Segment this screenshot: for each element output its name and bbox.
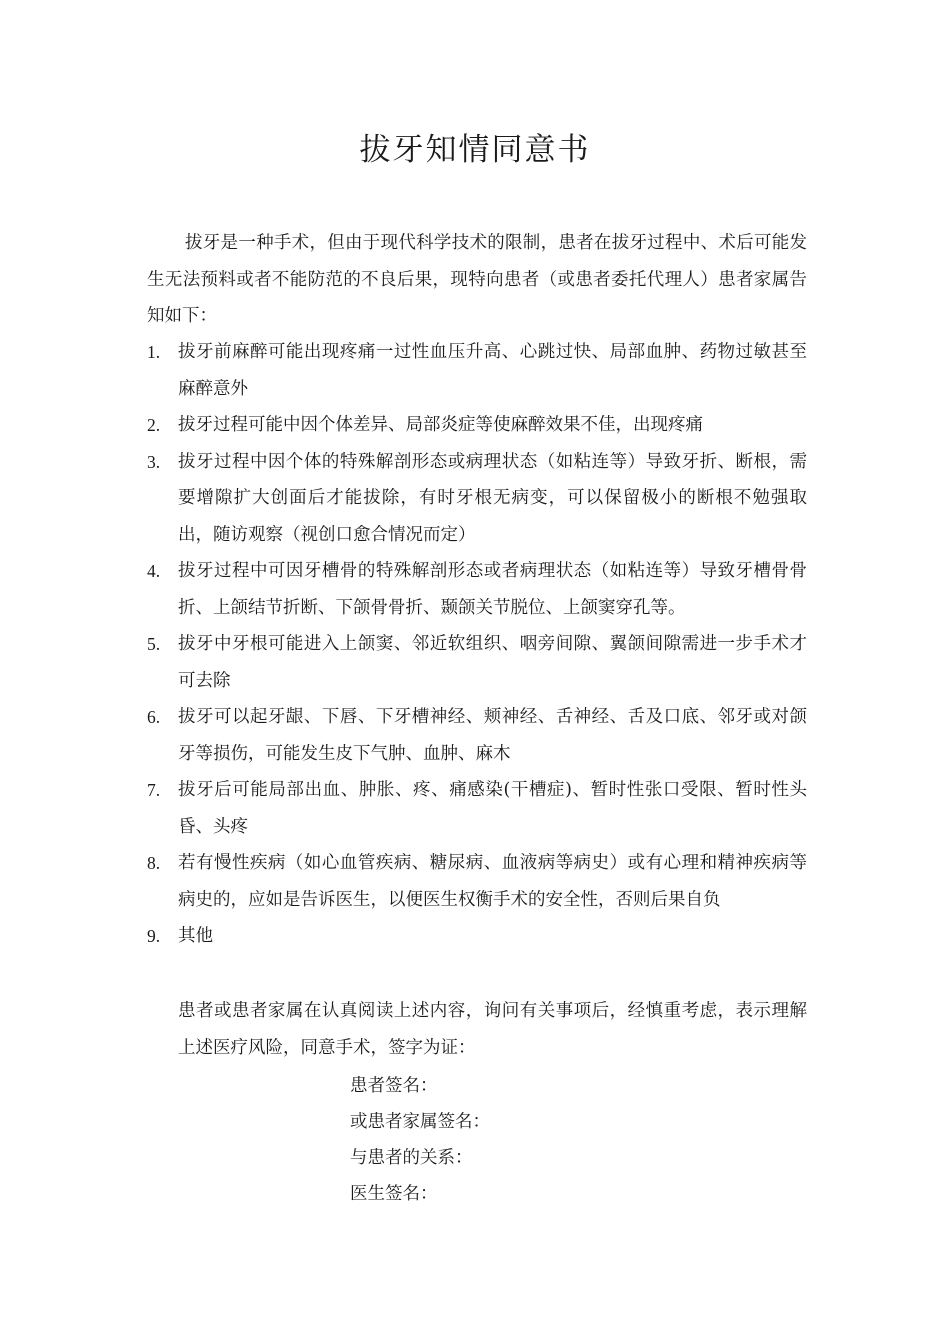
list-item-number: 2.: [147, 415, 161, 435]
list-item-text: 拔牙过程中可因牙槽骨的特殊解剖形态或者病理状态（如粘连等）导致牙槽骨骨折、上颌结节折断、下颌骨骨折、颞颌关节脱位、上颌窦穿孔等。: [178, 561, 807, 618]
list-item: [147, 845, 807, 918]
list-item-number: 4.: [147, 561, 161, 581]
list-item-number: 5.: [147, 634, 161, 654]
list-item: [147, 626, 807, 699]
list-item: [147, 334, 807, 407]
list-item: [147, 699, 807, 772]
list-item-text: 若有慢性疾病（如心血管疾病、糖尿病、血液病等病史）或有心理和精神疾病等病史的，应如是告诉医生，以便医生权衡手术的安全性，否则后果自负: [178, 853, 807, 910]
list-item-number: 3.: [147, 451, 161, 472]
list-item: [147, 444, 807, 554]
family-signature-label: 或患者家属签名：: [350, 1112, 490, 1132]
list-item-number: 6.: [147, 707, 161, 727]
risk-list: [147, 334, 807, 955]
doctor-signature-label: 医生签名：: [350, 1184, 438, 1204]
consent-paragraph: 患者或患者家属在认真阅读上述内容，询问有关事项后，经慎重考虑，表示理解上述医疗风险，同意手术，签字为证：: [178, 1001, 807, 1058]
intro-paragraph: 拔牙是一种手术，但由于现代科学技术的限制，患者在拔牙过程中、术后可能发生无法预料或者不能防范的不良后果，现特向患者（或患者委托代理人）患者家属告知如下：: [147, 233, 807, 326]
relation-label: 与患者的关系：: [350, 1148, 473, 1168]
list-item: [147, 918, 807, 955]
list-item-number: 7.: [147, 780, 161, 800]
signature-block: [350, 1068, 750, 1212]
list-item: [147, 407, 807, 444]
list-item: [147, 772, 807, 845]
patient-signature-label: 患者签名：: [350, 1076, 438, 1096]
list-item-text: 拔牙中牙根可能进入上颌窦、邻近软组织、咽旁间隙、翼颌间隙需进一步手术才可去除: [178, 634, 807, 691]
list-item-text: 拔牙过程可能中因个体差异、局部炎症等使麻醉效果不佳，出现疼痛: [178, 415, 703, 435]
list-item-number: 9.: [147, 926, 161, 946]
document-title: 拔牙知情同意书: [359, 132, 591, 168]
list-item-text: 拔牙可以起牙龈、下唇、下牙槽神经、颊神经、舌神经、舌及口底、邻牙或对颌牙等损伤，可能发生皮下气肿、血肿、麻木: [178, 707, 807, 764]
list-item-text: 拔牙前麻醉可能出现疼痛一过性血压升高、心跳过快、局部血肿、药物过敏甚至麻醉意外: [178, 342, 807, 399]
list-item: [147, 553, 807, 626]
list-item-number: 8.: [147, 853, 161, 873]
list-item-number: 1.: [147, 342, 161, 362]
list-item-text: 其他: [178, 926, 213, 946]
list-item-text: 拔牙后可能局部出血、肿胀、疼、痛感染(干槽症)、暂时性张口受限、暂时性头昏、头疼: [178, 780, 807, 837]
list-item-text: 拔牙过程中因个体的特殊解剖形态或病理状态（如粘连等）导致牙折、断根，需要增隙扩大创面后才能拔除，有时牙根无病变，可以保留极小的断根不勉强取出，随访观察（视创口愈合情况而定）: [178, 451, 807, 545]
